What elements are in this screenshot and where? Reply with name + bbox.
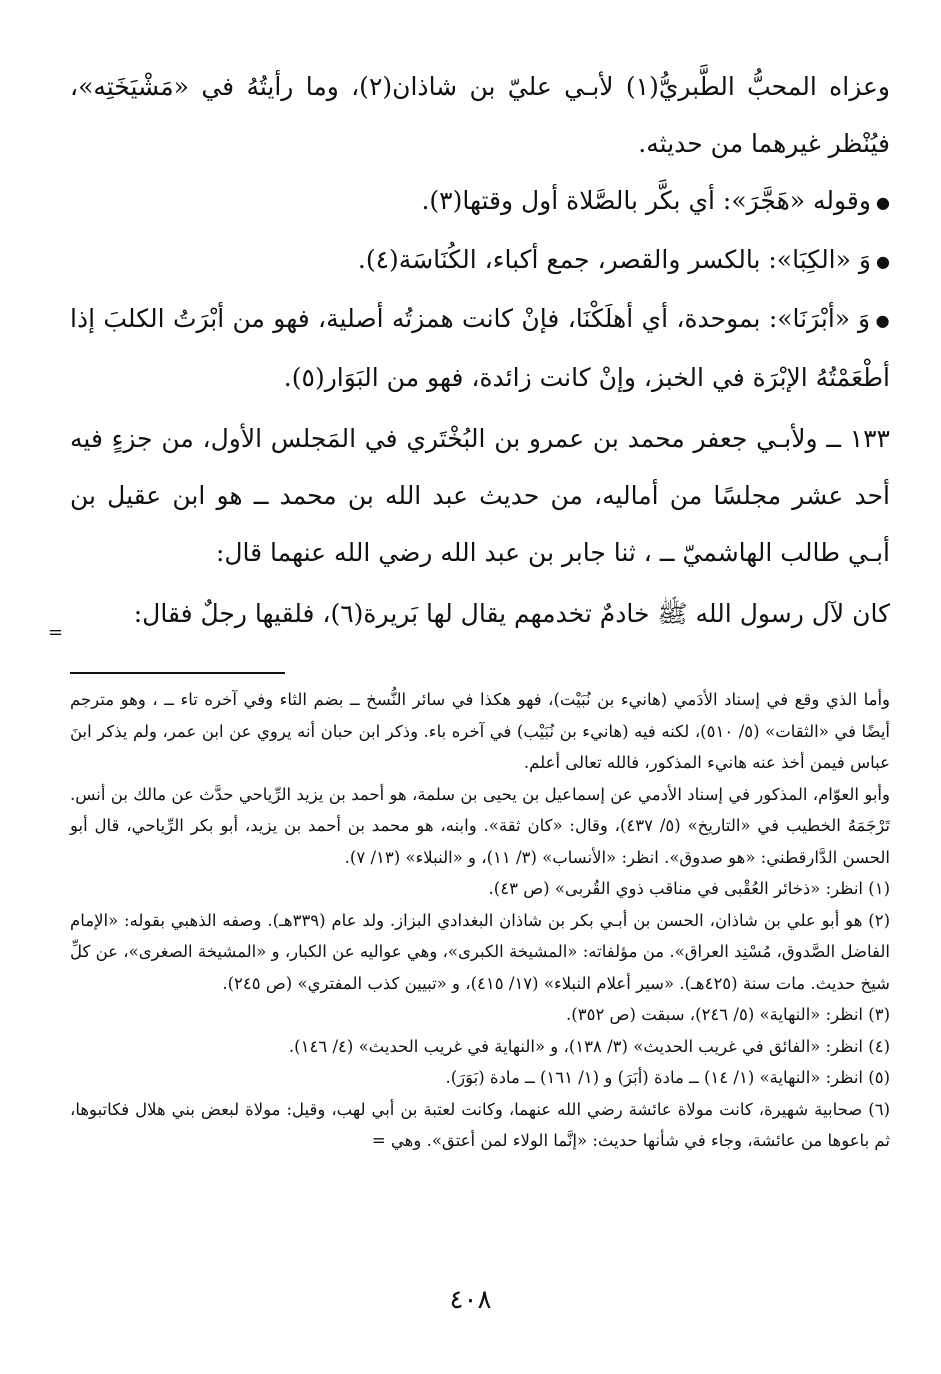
footnote-4: (٤) انظر: «الفائق في غريب الحديث» (٣/ ١٣٨)، و «النهاية في غريب الحديث» (٤/ ١٤٦). [288, 1036, 890, 1056]
footnote-separator [70, 672, 285, 674]
footnote-3: (٣) انظر: «النهاية» (٥/ ٢٤٦)، سبقت (ص ٣٥٢). [566, 1005, 890, 1024]
page-body [70, 58, 890, 1157]
gloss-kiba: ● وَ «الكِبَا»: بالكسر والقصر، جمع أكباء، الكُنَاسَة(٤). [70, 231, 890, 290]
footnote-continuation-2: وأبو العوّام، المذكور في إسناد الأدمي عن إسماعيل بن يحيى بن سلمة، هو أحمد بن يزيد الرِّياحي حدَّث عن مالك بن أنس. تَرْجَمَهُ الخطيب في «التاريخ» (٥/ ٤٣٧)، وقال: «كان ثقة». وابنه، هو محمد بن أحمد بن يزيد، أبو بكر الرِّياحي، قال أبو الحسن الدَّارقطني: «هو صدوق». انظر: «الأنساب» (٣/ ١١)، و «النبلاء» (١٣/ ٧). [70, 784, 890, 867]
footnote-5: (٥) انظر: «النهاية» (١/ ١٤) ــ مادة (أبَرَ) و (١/ ١٦١) ــ مادة (بَوَرَ). [445, 1068, 890, 1087]
continuation-mark: = [48, 622, 64, 643]
footnote-continuation-1: وأما الذي وقع في إسناد الأدَمي (هانيء بن نُبَيْت)، فهو هكذا في سائر النُّسخ ــ بضم الثاء وفي آخره تاء ــ ، وهو مترجم أيضًا في «الثقات» (٥/ ٥١٠)، لكنه فيه (هانيء بن نُبَيْب) في آخره باء. وذكر ابن حبان أنه يروي عن ابن عمر، ولم يذكر ابنَ عباس فيمن أخذ عنه هانيء المذكور، فالله تعالى أعلم. [70, 690, 890, 772]
footnote-6: (٦) صحابية شهيرة، كانت مولاة عائشة رضي الله عنهما، وكانت لعتبة بن أبي لهب، وقيل: مولاة لبعض بني هلال فكاتبوها، ثم باعوها من عائشة، وجاء في شأنها حديث: «إنَّما الولاء لمن أعتق». وهي = [70, 1099, 890, 1150]
footnote-2: (٢) هو أبو علي بن شاذان، الحسن بن أبـي بكر بن شاذان البغدادي البزاز. ولد عام (٣٣٩هـ). وصفه الذهبي بقوله: «الإمام الفاضل الصَّدوق، مُسْنِد العراق». من مؤلفاته: «المشيخة الكبرى»، وهي عواليه عن الكبار، و «المشيخة الصغرى»، عن كلِّ شيخ حديث. مات سنة (٤٢٥هـ). «سير أعلام النبلاء» (١٧/ ٤١٥)، و «تبيين كذب المفتري» (ص ٢٤٥). [70, 910, 890, 993]
gloss-abrana: ● وَ «أبْرَنَا»: بموحدة، أي أهلَكْنَا، فإنْ كانت همزتُه أصلية، فهو من أبْرَتُ الكلبَ إذا أطْعَمْتُهُ الإبْرَة في الخبز، وإنْ كانت زائدة، فهو من البَوَار(٥). [70, 290, 890, 406]
hadith-133-matn: كان لآل رسول الله ﷺ خادمٌ تخدمهم يقال لها بَريرة(٦)، فلقيها رجلٌ فقال: [133, 599, 890, 628]
page-number: ٤٠٨ [449, 1285, 492, 1315]
main-text [70, 58, 890, 642]
hadith-133-isnad: ١٣٣ ــ ولأبـي جعفر محمد بن عمرو بن البُخْتَري في المَجلس الأول، من جزءٍ فيه أحد عشر مجلسًا من أماليه، من حديث عبد الله بن محمد ــ هو ابن عقيل بن أبـي طالب الهاشميّ ــ ، ثنا جابر بن عبد الله رضي الله عنهما قال: [70, 424, 890, 567]
footnotes [70, 684, 890, 1157]
gloss-hajjara: ● وقوله «هَجَّرَ»: أي بكَّر بالصَّلاة أول وقتها(٣). [70, 172, 890, 231]
paragraph-attribution: وعزاه المحبُّ الطَّبريُّ(١) لأبـي عليّ بن شاذان(٢)، وما رأيتُهُ في «مَشْيَخَتِه»، فيُنْظر غيرهما من حديثه. [70, 72, 890, 158]
footnote-1: (١) انظر: «ذخائر العُقْبى في مناقب ذوي القُربى» (ص ٤٣). [488, 879, 890, 898]
